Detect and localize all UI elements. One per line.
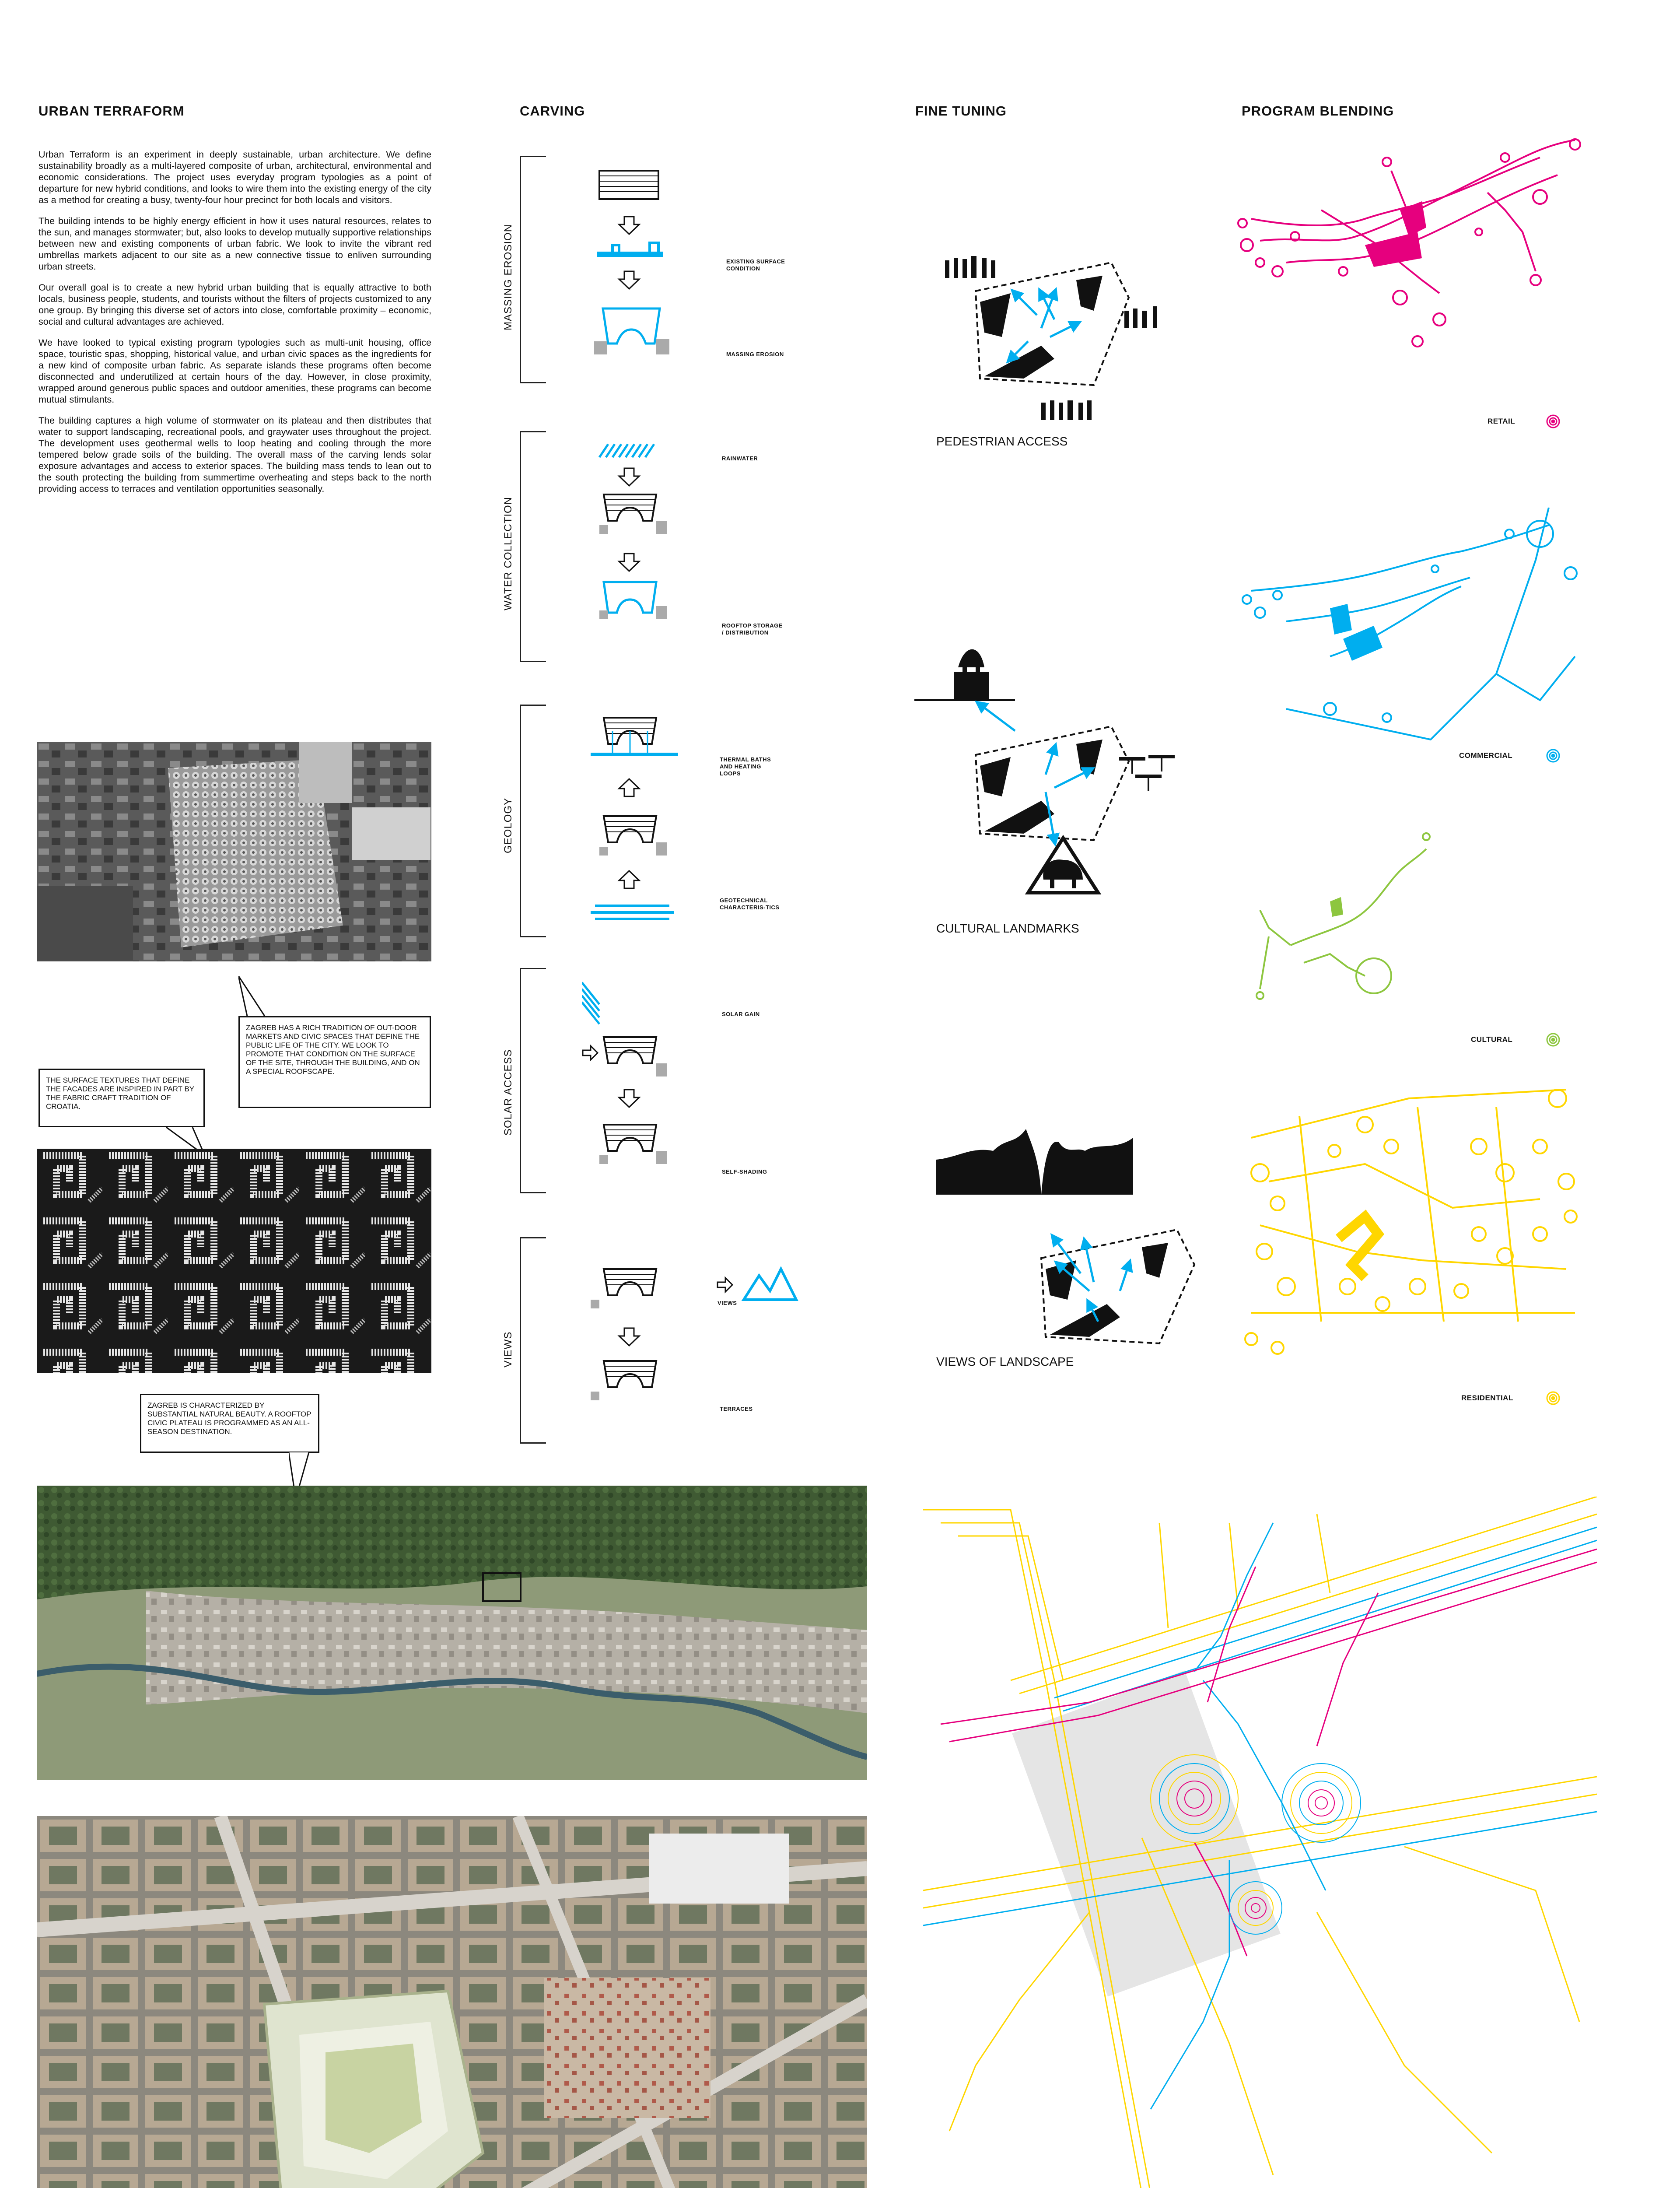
cultural-network: [1256, 833, 1430, 999]
label-solar-access: SOLAR ACCESS: [502, 1049, 514, 1136]
callout-market-pointer: [238, 976, 282, 1020]
bracket-solar: [520, 968, 546, 1193]
heading-urban-terraform: URBAN TERRAFORM: [38, 103, 185, 119]
pedestrian-diagram: [945, 256, 1157, 420]
tag-rainwater: RAINWATER: [722, 455, 758, 462]
tag-geotechnical: GEOTECHNICAL CHARACTERIS-TICS: [720, 897, 780, 911]
heading-program-blending: PROGRAM BLENDING: [1242, 103, 1394, 119]
program-blending-diagrams: [1234, 131, 1597, 1422]
carving-diagrams: [582, 162, 836, 1444]
label-residential: RESIDENTIAL: [1461, 1394, 1513, 1402]
callout-texture: THE SURFACE TEXTURES THAT DEFINE THE FACADES ARE INSPIRED IN PART BY THE FABRIC CRAFT TRADITION OF CROATIA.: [38, 1069, 205, 1127]
commercial-network: [1242, 508, 1577, 740]
callout-natural-beauty: ZAGREB IS CHARACTERIZED BY SUBSTANTIAL NATURAL BEAUTY. A ROOFTOP CIVIC PLATEAU IS PROGRAMMED AS AN ALL-SEASON DESTINATION.: [140, 1394, 319, 1453]
intro-text: [38, 149, 431, 504]
fabric-texture-photo: [37, 1149, 431, 1373]
label-geology: GEOLOGY: [502, 797, 514, 853]
heading-fine-tuning: FINE TUNING: [915, 103, 1007, 119]
tag-existing-surface: EXISTING SURFACE CONDITION: [726, 258, 785, 272]
label-commercial: COMMERCIAL: [1459, 751, 1513, 760]
tag-thermal-baths: THERMAL BATHS AND HEATING LOOPS: [720, 756, 771, 777]
callout-market: ZAGREB HAS A RICH TRADITION OF OUT-DOOR MARKETS AND CIVIC SPACES THAT DEFINE THE PUBLIC LIFE OF THE CITY. WE LOOK TO PROMOTE THAT CONDITION ON THE SURFACE OF THE SITE, THROUGH THE BUILDING, AND ON A SPECIAL ROOFSCAPE.: [238, 1016, 431, 1108]
city-satellite-photo: [37, 1486, 867, 1780]
tag-rooftop-storage: ROOFTOP STORAGE / DISTRIBUTION: [722, 622, 783, 636]
label-retail: RETAIL: [1488, 417, 1516, 425]
label-views: VIEWS: [502, 1331, 514, 1368]
label-water-collection: WATER COLLECTION: [502, 496, 514, 610]
site-plan-aerial: [37, 1816, 867, 2188]
caption-cultural-landmarks: CULTURAL LANDMARKS: [936, 922, 1079, 935]
market-aerial-photo: [37, 742, 431, 961]
caption-pedestrian-access: PEDESTRIAN ACCESS: [936, 435, 1068, 448]
composite-flow-diagram: [923, 1497, 1597, 2188]
bracket-massing: [520, 156, 546, 383]
caption-views-of-landscape: VIEWS OF LANDSCAPE: [936, 1355, 1074, 1368]
intro-paragraph: Our overall goal is to create a new hybrid urban building that is equally attractive to both locals, business people, students, and tourists without the filters of projects customized to any one group. By bringing this diverse set of actors into close, comfortable proximity – economic, social and cultural advantages are achieved.: [38, 282, 431, 327]
cultural-diagram: [914, 649, 1175, 893]
bracket-geology: [520, 705, 546, 937]
bracket-views: [520, 1237, 546, 1444]
heading-carving: CARVING: [520, 103, 585, 119]
tag-self-shading: SELF-SHADING: [722, 1168, 767, 1175]
intro-paragraph: We have looked to typical existing program typologies such as multi-unit housing, office space, touristic spas, shopping, historical value, and urban civic spaces as the ingredients for a new kind of composite urban fabric. As separate islands these programs often become disconnected and underutilized at certain hours of the day. However, in close proximity, wrapped around generous public spaces and outdoor amenities, these programs can become mutual stimulants.: [38, 337, 431, 405]
intro-paragraph: The building intends to be highly energy efficient in how it uses natural resources, relates to the sun, and manages stormwater; but, also looks to develop mutually supportive relationships between new and existing components of urban fabric. We look to invite the vibrant red umbrellas markets adjacent to our site as a new connective tissue to enliven surrounding urban streets.: [38, 216, 431, 272]
label-massing-erosion: MASSING EROSION: [502, 224, 514, 330]
tag-solar-gain: SOLAR GAIN: [722, 1011, 760, 1017]
intro-paragraph: Urban Terraform is an experiment in deeply sustainable, urban architecture. We define sustainability broadly as a multi-layered composite of urban, architectural, environmental and economic considerations. The project uses everyday program typologies as a point of departure for new hybrid conditions, and looks to wire them into the existing energy of the city as a method for creating a busy, twenty-four hour precinct for both locals and visitors.: [38, 149, 431, 205]
label-cultural: CULTURAL: [1471, 1035, 1513, 1044]
residential-network: [1245, 1090, 1577, 1354]
tag-views: VIEWS: [718, 1300, 737, 1306]
bracket-water: [520, 431, 546, 662]
tag-massing-erosion: MASSING EROSION: [726, 351, 784, 358]
fine-tuning-diagrams: [910, 228, 1216, 1392]
intro-paragraph: The building captures a high volume of stormwater on its plateau and then distributes that water to support landscaping, recreational pools, and graywater uses throughout the project. The development uses geothermal wells to loop heating and cooling through the more tempered below grade soils of the building. The overall mass of the carving lends solar exposure advantages and access to exterior spaces. The building mass tends to lean out to the south protecting the building from summertime overheating and steps back to the north providing access to terraces and ventilation opportunities seasonally.: [38, 415, 431, 494]
tag-terraces: TERRACES: [720, 1406, 753, 1412]
views-diagram: [936, 1129, 1194, 1343]
